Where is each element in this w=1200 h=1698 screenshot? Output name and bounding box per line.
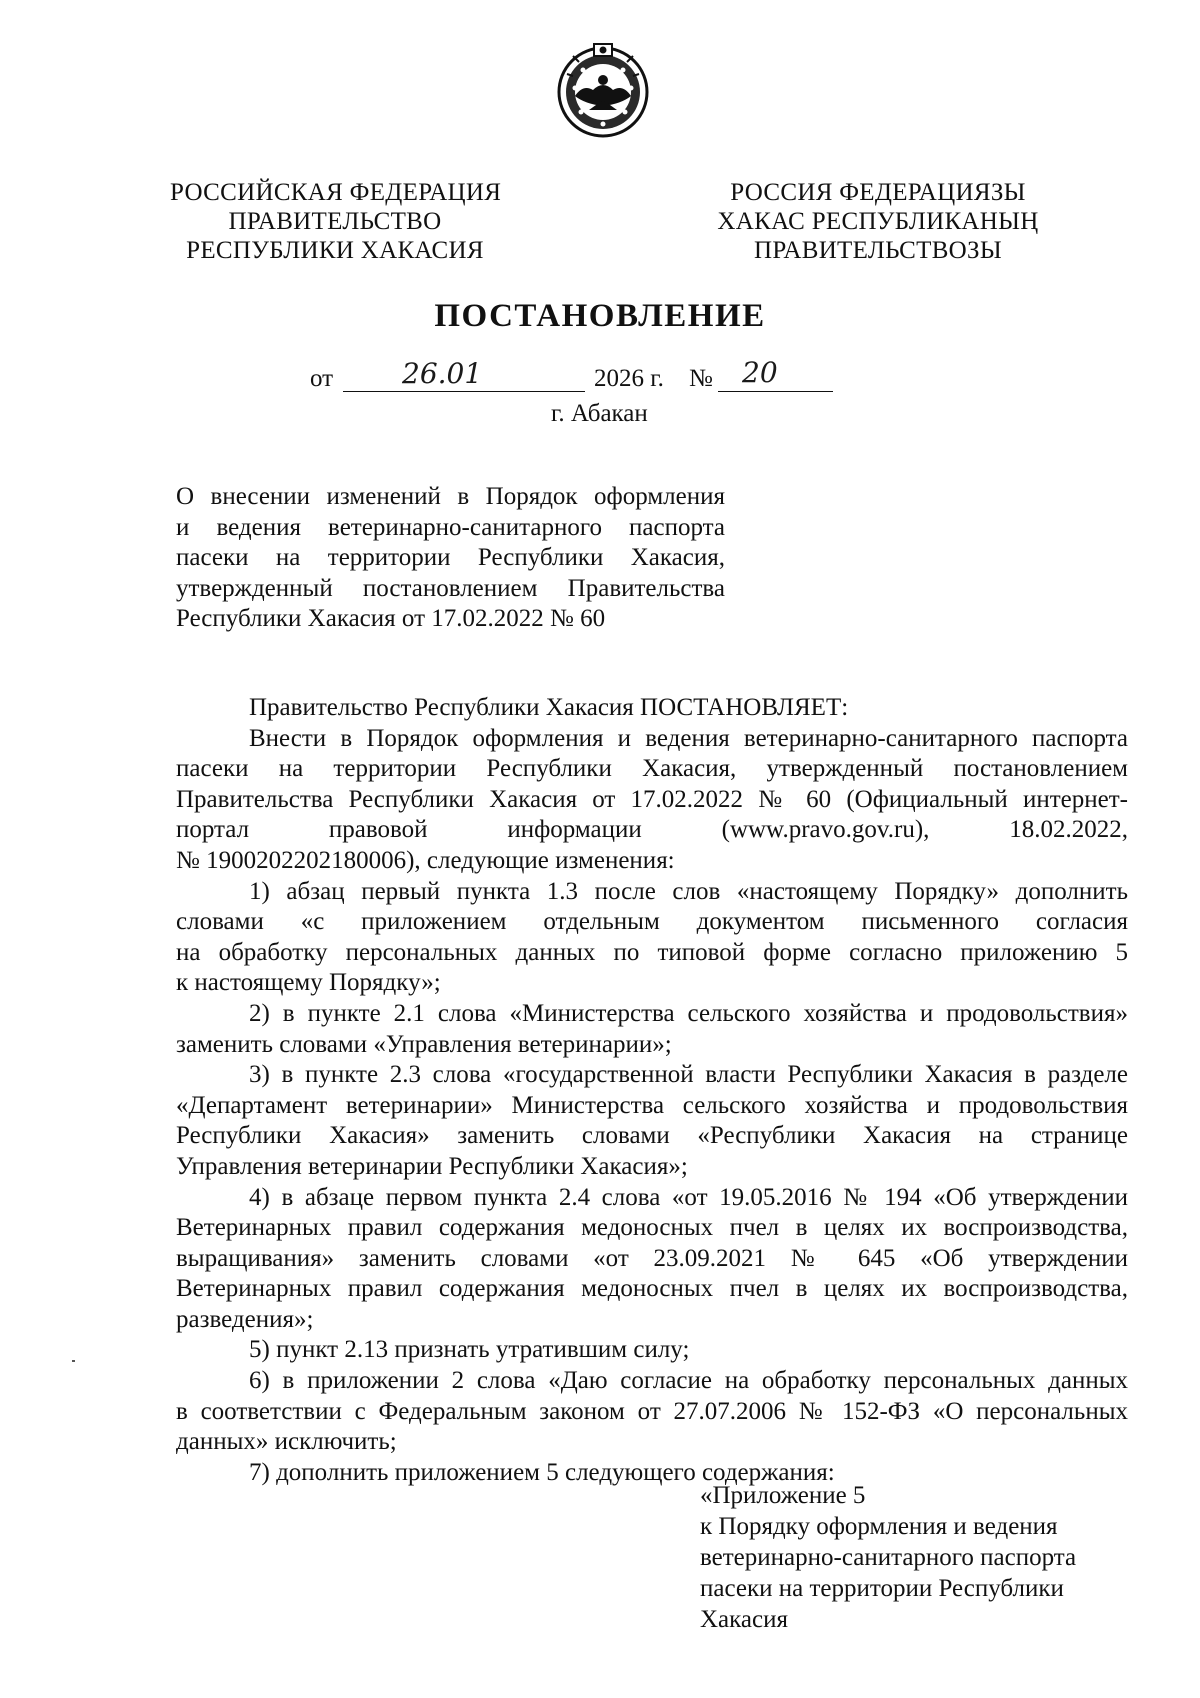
number-sign: № <box>689 365 713 392</box>
body-line: Правительство Республики Хакасия ПОСТАНОВЛЯЕТ: <box>249 694 849 721</box>
subject-line: утвержденный постановлением Правительства <box>176 574 725 602</box>
body-line: 2) в пункте 2.1 слова «Министерства сельского хозяйства и продовольствия» <box>249 999 1128 1027</box>
appendix-line: ветеринарно-санитарного паспорта <box>700 1544 1077 1571</box>
body-line: Ветеринарных правил содержания медоносных пчел в целях их воспроизводства, <box>176 1275 1128 1303</box>
appendix-line: к Порядку оформления и ведения <box>700 1513 1058 1540</box>
body-line: 7) дополнить приложением 5 следующего содержания: <box>249 1458 835 1486</box>
scan-speck <box>72 1360 75 1362</box>
body-line: на обработку персональных данных по типовой форме согласно приложению 5 <box>176 938 1128 966</box>
subject-line: Республики Хакасия от 17.02.2022 № 60 <box>176 605 606 632</box>
body-line: в соответствии с Федеральным законом от 27.07.2006 № 152-ФЗ «О персональных <box>176 1397 1128 1425</box>
header-left-line: РОССИЙСКАЯ ФЕДЕРАЦИЯ <box>170 179 502 206</box>
body-line: выращивания» заменить словами «от 23.09.2021 № 645 «Об утверждении <box>176 1244 1128 1272</box>
body-line: 4) в абзаце первом пункта 2.4 слова «от 19.05.2016 № 194 «Об утверждении <box>249 1183 1128 1211</box>
document-title: ПОСТАНОВЛЕНИЕ <box>434 298 766 334</box>
body-line: 5) пункт 2.13 признать утратившим силу; <box>249 1336 690 1364</box>
body-line: разведения»; <box>176 1305 314 1333</box>
body-line: № 1900202202180006), следующие изменения: <box>176 846 675 874</box>
body-line: 6) в приложении 2 слова «Даю согласие на обработку персональных данных <box>249 1367 1128 1395</box>
appendix-header <box>700 1480 1120 1635</box>
handwritten-date: 26.01 <box>402 357 483 390</box>
document-body <box>176 693 1128 1488</box>
city: г. Абакан <box>551 400 648 427</box>
subject-line: О внесении изменений в Порядок оформления <box>176 483 725 510</box>
appendix-line: пасеки на территории Республики <box>700 1575 1064 1602</box>
header-right-line: ПРАВИТЕЛЬСТВОЗЫ <box>754 237 1002 264</box>
body-line: Внести в Порядок оформления и ведения ветеринарно-санитарного паспорта <box>249 724 1128 752</box>
body-line: 3) в пункте 2.3 слова «государственной власти Республики Хакасия в разделе <box>249 1061 1128 1089</box>
header-right-line: РОССИЯ ФЕДЕРАЦИЯЗЫ <box>730 179 1026 206</box>
header-right <box>708 178 1048 265</box>
header-right-line: ХАКАС РЕСПУБЛИКАНЫҢ <box>717 208 1039 235</box>
body-line: Ветеринарных правил содержания медоносных пчел в целях их воспроизводства, <box>176 1214 1128 1242</box>
body-line: данных» исключить; <box>176 1428 397 1456</box>
subject-line: пасеки на территории Республики Хакасия, <box>176 544 725 571</box>
date-prefix: от <box>310 365 334 392</box>
header-left <box>170 178 500 265</box>
coat-of-arms-icon <box>553 40 653 140</box>
header-left-line: РЕСПУБЛИКИ ХАКАСИЯ <box>186 237 484 264</box>
body-line: Правительства Республики Хакасия от 17.02.2022 № 60 (Официальный интернет- <box>176 785 1128 813</box>
document-subject <box>176 482 725 635</box>
body-line: к настоящему Порядку»; <box>176 969 441 997</box>
body-line: заменить словами «Управления ветеринарии»; <box>176 1030 672 1058</box>
body-line: словами «с приложением отдельным документом письменного согласия <box>176 908 1128 936</box>
date-line <box>310 356 930 397</box>
header-left-line: ПРАВИТЕЛЬСТВО <box>228 208 442 235</box>
appendix-line: Хакасия <box>700 1606 788 1633</box>
body-line: портал правовой информации (www.pravo.gov.ru), 18.02.2022, <box>176 816 1128 844</box>
handwritten-number: 20 <box>742 356 778 389</box>
body-line: Республики Хакасия» заменить словами «Республики Хакасия на странице <box>176 1122 1128 1150</box>
body-line: Управления ветеринарии Республики Хакасия»; <box>176 1152 688 1180</box>
body-line: «Департамент ветеринарии» Министерства сельского хозяйства и продовольствия <box>176 1091 1128 1119</box>
subject-line: и ведения ветеринарно-санитарного паспорта <box>176 513 725 541</box>
body-line: 1) абзац первый пункта 1.3 после слов «настоящему Порядку» дополнить <box>249 877 1128 905</box>
date-year: 2026 г. <box>594 365 664 392</box>
appendix-line: «Приложение 5 <box>700 1482 866 1509</box>
body-line: пасеки на территории Республики Хакасия, утвержденный постановлением <box>176 755 1128 783</box>
